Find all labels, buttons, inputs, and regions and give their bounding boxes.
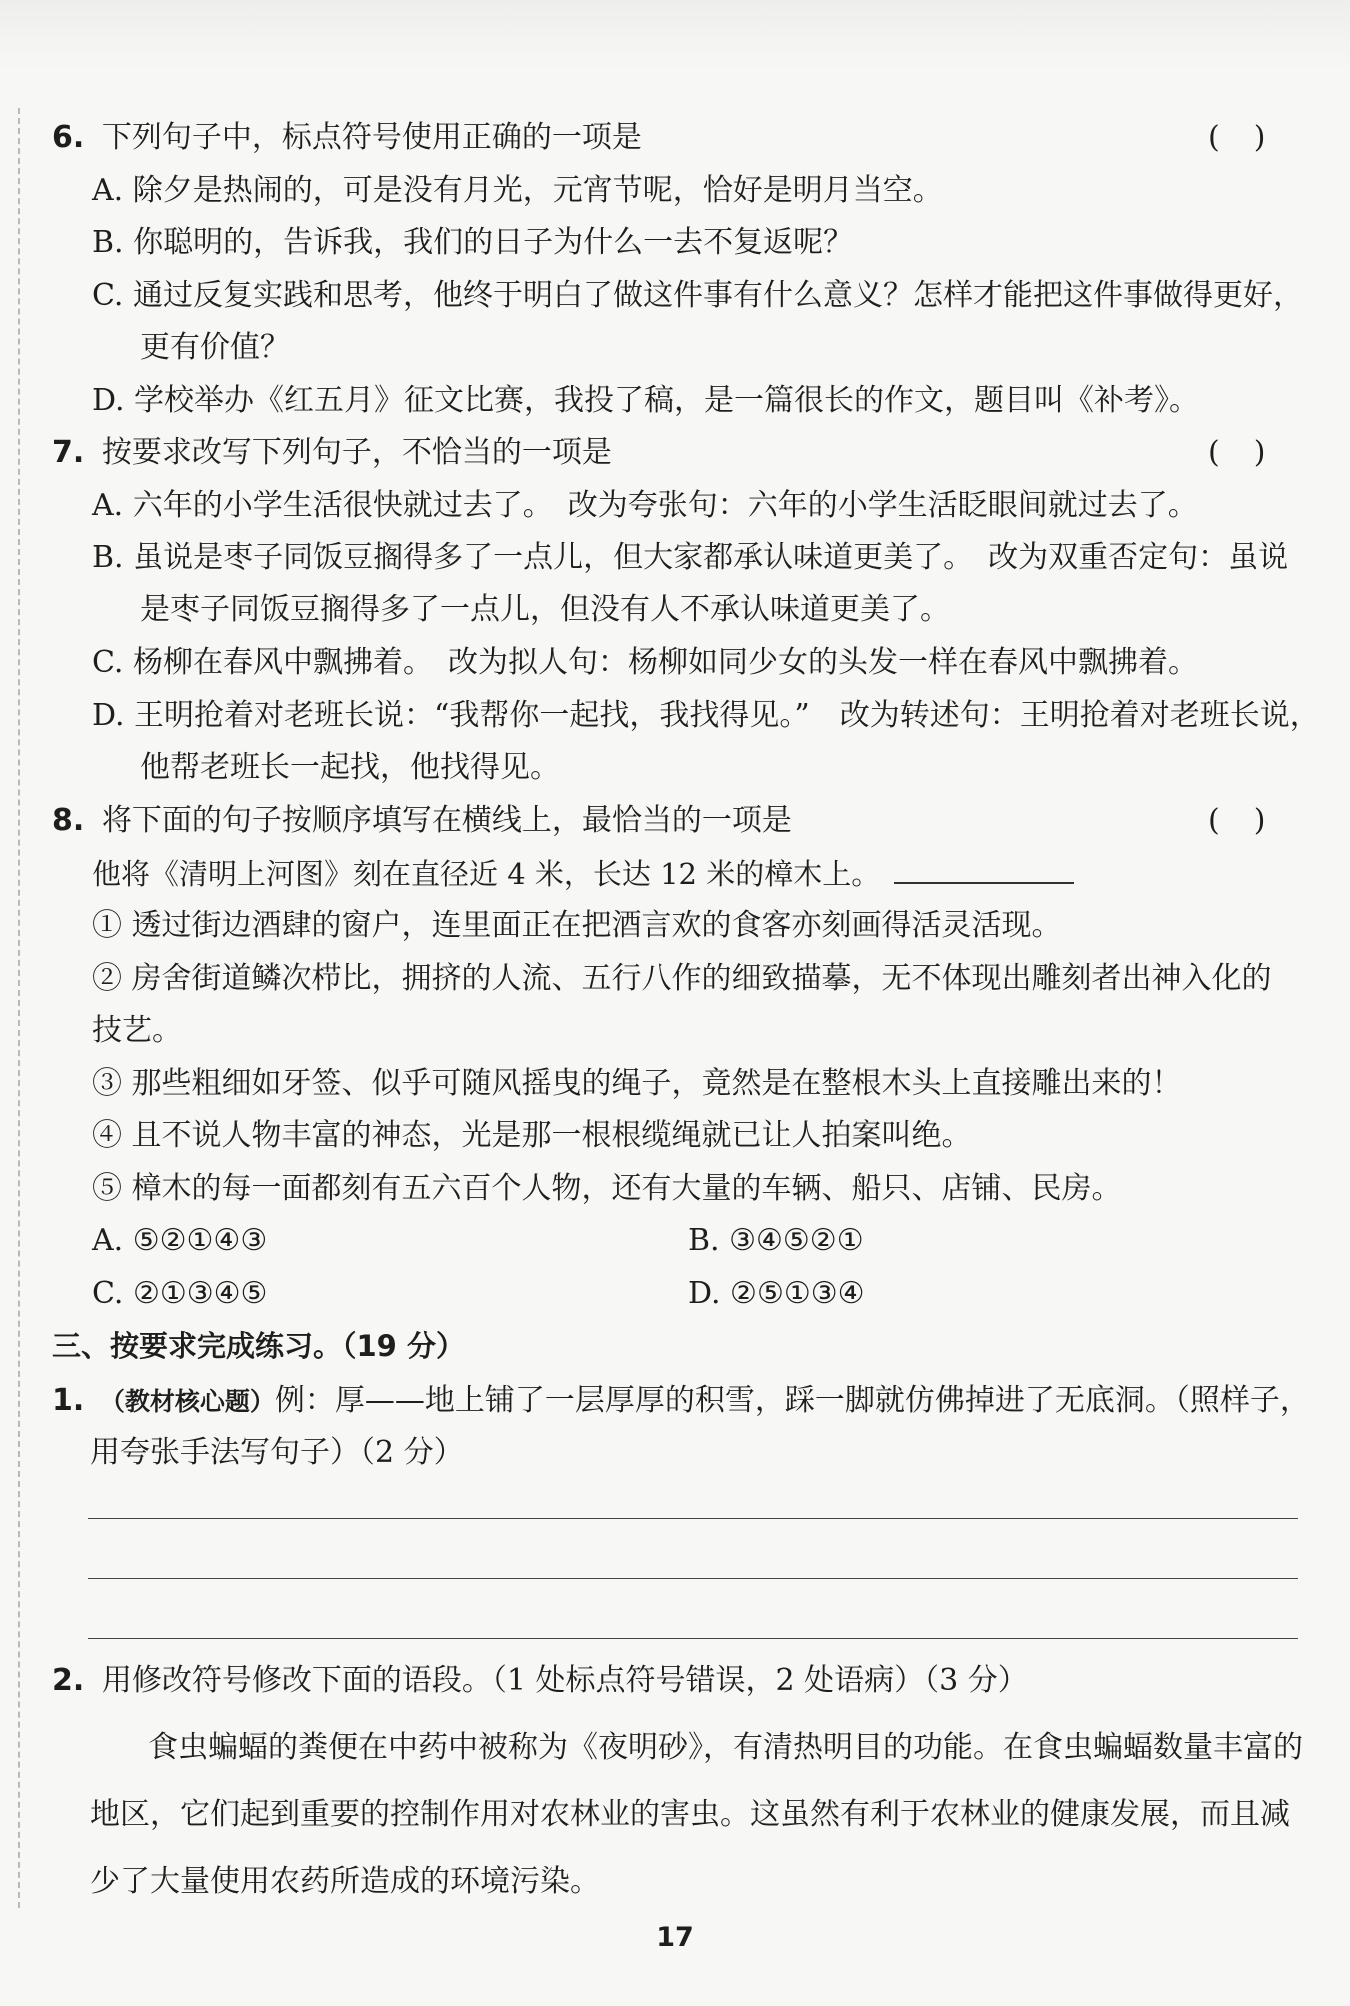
p1-number: 1. bbox=[52, 1383, 85, 1418]
q6-option-b: B. 你聪明的，告诉我，我们的日子为什么一去不复返呢？ bbox=[92, 225, 854, 260]
q7-option-d-line1: D. 王明抢着对老班长说：“我帮你一起找，我找得见。” 改为转述句：王明抢着对老班长说， bbox=[92, 698, 1320, 733]
section-3-heading: 三、按要求完成练习。（19 分） bbox=[52, 1329, 465, 1363]
q7-option-b-line2: 是枣子同饭豆搁得多了一点儿，但没有人不承认味道更美了。 bbox=[140, 592, 950, 627]
q6-option-c-line1: C. 通过反复实践和思考，他终于明白了做这件事有什么意义？怎样才能把这件事做得更好， bbox=[92, 278, 1303, 313]
p1-text1: 例：厚——地上铺了一层厚厚的积雪，踩一脚就仿佛掉进了无底洞。（照样子， bbox=[274, 1383, 1310, 1418]
q7-option-b-line1: B. 虽说是枣子同饭豆搁得多了一点儿，但大家都承认味道更美了。 改为双重否定句：虽说 bbox=[92, 540, 1289, 575]
q8-option-c: C. ②①③④⑤ bbox=[92, 1276, 268, 1311]
answer-line-1[interactable] bbox=[88, 1518, 1298, 1519]
q8-sentence-4: ④ 且不说人物丰富的神态，光是那一根根缆绳就已让人拍案叫绝。 bbox=[92, 1118, 972, 1153]
q8-option-a: A. ⑤②①④③ bbox=[92, 1223, 268, 1258]
q6-number: 6. bbox=[52, 120, 85, 155]
q8-fill-blank[interactable] bbox=[894, 854, 1074, 884]
q6-stem: 下列句子中，标点符号使用正确的一项是 bbox=[101, 120, 642, 155]
q8-lead-line bbox=[92, 854, 1074, 894]
q6-option-c-line2: 更有价值？ bbox=[140, 330, 290, 365]
q8-option-d: D. ②⑤①③④ bbox=[688, 1276, 865, 1311]
binding-dashed-line bbox=[18, 108, 20, 1908]
q6-option-a: A. 除夕是热闹的，可是没有月光，元宵节呢，恰好是明月当空。 bbox=[92, 173, 943, 208]
p1-text2: 用夸张手法写句子）（2 分） bbox=[90, 1435, 464, 1470]
q7-option-d-line2: 他帮老班长一起找，他找得见。 bbox=[140, 750, 560, 785]
answer-line-2[interactable] bbox=[88, 1578, 1298, 1579]
q7-option-c: C. 杨柳在春风中飘拂着。 改为拟人句：杨柳如同少女的头发一样在春风中飘拂着。 bbox=[92, 645, 1198, 680]
scan-shading bbox=[0, 0, 1350, 70]
q6-option-d: D. 学校举办《红五月》征文比赛，我投了稿，是一篇很长的作文，题目叫《补考》。 bbox=[92, 383, 1200, 418]
q8-sentence-3: ③ 那些粗细如牙签、似乎可随风摇曳的绳子，竟然是在整根木头上直接雕出来的！ bbox=[92, 1066, 1182, 1101]
p1-tag: （教材核心题） bbox=[99, 1387, 275, 1416]
q7-option-a: A. 六年的小学生活很快就过去了。 改为夸张句：六年的小学生活眨眼间就过去了。 bbox=[92, 488, 1198, 523]
q7-answer-paren[interactable]: () bbox=[1208, 435, 1300, 470]
p2-number: 2. bbox=[52, 1663, 85, 1698]
p2-paragraph-line3: 少了大量使用农药所造成的环境污染。 bbox=[90, 1864, 600, 1899]
q8-stem-line bbox=[52, 801, 792, 841]
q7-number: 7. bbox=[52, 435, 85, 470]
q8-answer-paren[interactable]: () bbox=[1208, 803, 1300, 838]
page-number: 17 bbox=[656, 1922, 694, 1953]
q8-sentence-5: ⑤ 樟木的每一面都刻有五六百个人物，还有大量的车辆、船只、店铺、民房。 bbox=[92, 1171, 1122, 1206]
q8-lead-sentence: 他将《清明上河图》刻在直径近 4 米，长达 12 米的樟木上。 bbox=[92, 857, 881, 891]
q7-stem-line bbox=[52, 433, 612, 473]
q8-stem: 将下面的句子按顺序填写在横线上，最恰当的一项是 bbox=[101, 803, 792, 838]
p2-paragraph-line1: 食虫蝙蝠的粪便在中药中被称为《夜明砂》，有清热明目的功能。在食虫蝙蝠数量丰富的 bbox=[148, 1730, 1303, 1765]
q8-option-b: B. ③④⑤②① bbox=[688, 1223, 864, 1258]
p2-stem-line bbox=[52, 1661, 1028, 1701]
q8-number: 8. bbox=[52, 803, 85, 838]
q7-stem: 按要求改写下列句子，不恰当的一项是 bbox=[101, 435, 612, 470]
q8-sentence-2-line1: ② 房舍街道鳞次栉比，拥挤的人流、五行八作的细致描摹，无不体现出雕刻者出神入化的 bbox=[92, 961, 1272, 996]
q8-sentence-1: ① 透过街边酒肆的窗户，连里面正在把酒言欢的食客亦刻画得活灵活现。 bbox=[92, 908, 1062, 943]
p1-line1 bbox=[52, 1381, 1310, 1422]
p2-stem: 用修改符号修改下面的语段。（1 处标点符号错误，2 处语病）（3 分） bbox=[101, 1663, 1028, 1698]
p2-paragraph-line2: 地区，它们起到重要的控制作用对农林业的害虫。这虽然有利于农林业的健康发展，而且减 bbox=[90, 1797, 1290, 1832]
q8-sentence-2-line2: 技艺。 bbox=[92, 1013, 182, 1048]
q6-stem-line bbox=[52, 118, 642, 158]
answer-line-3[interactable] bbox=[88, 1638, 1298, 1639]
q6-answer-paren[interactable]: () bbox=[1208, 120, 1300, 155]
